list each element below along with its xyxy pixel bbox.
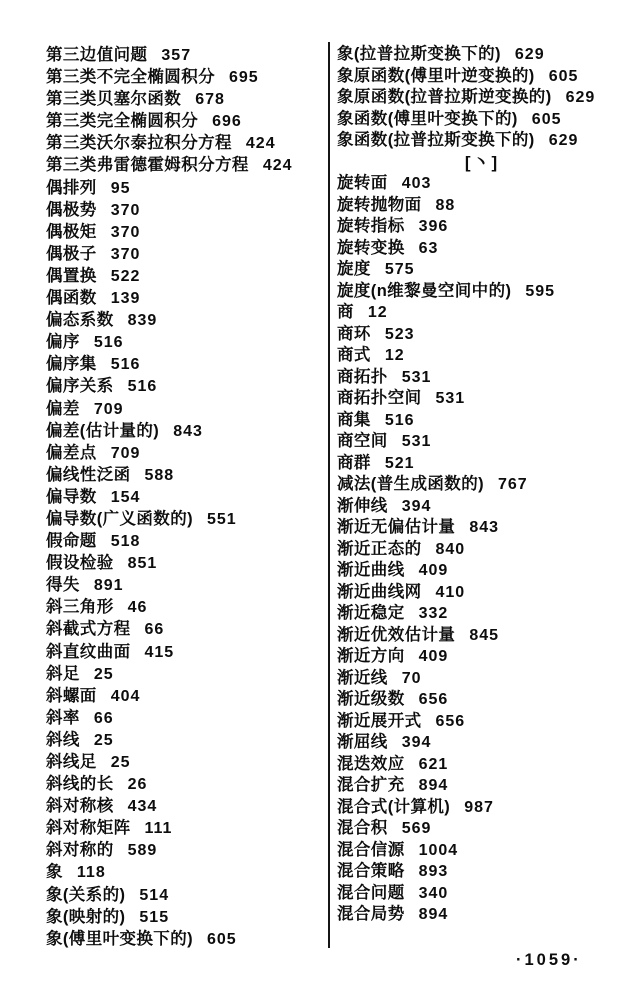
index-entry	[46, 641, 324, 663]
index-entry-term: 第三边值问题	[46, 46, 148, 64]
index-entry-page-number: 139	[110, 290, 141, 308]
index-entry	[337, 324, 627, 346]
index-entry-page-number: 394	[401, 734, 432, 751]
index-entry	[46, 773, 324, 795]
index-entry-page-number: 531	[435, 390, 466, 407]
index-entry	[46, 707, 324, 729]
index-entry-term: 商拓扑空间	[337, 389, 422, 407]
index-entry-page-number: 1004	[418, 841, 459, 859]
index-entry-term: 商集	[337, 410, 371, 429]
index-entry-term: 混合信源	[337, 840, 405, 859]
index-entry	[337, 775, 627, 797]
index-entry-page-number: 516	[110, 356, 141, 374]
index-entry-page-number: 987	[464, 798, 494, 816]
index-entry	[337, 216, 627, 238]
index-entry	[46, 839, 324, 861]
index-entry-term: 偶排列	[46, 178, 97, 197]
index-entry	[337, 517, 627, 539]
index-entry	[337, 388, 627, 410]
index-entry	[337, 883, 627, 905]
index-entry	[337, 367, 627, 389]
index-entry	[46, 486, 324, 508]
index-entry-page-number: 12	[384, 347, 405, 364]
index-entry	[337, 603, 627, 625]
index-entry-page-number: 518	[110, 533, 141, 551]
index-entry-term: 旋度(n维黎曼空间中的)	[337, 281, 512, 300]
index-entry-term: 混合式(计算机)	[337, 797, 451, 816]
index-entry-term: 旋转变换	[337, 238, 405, 257]
index-entry	[46, 574, 324, 596]
index-entry-term: 斜线	[46, 730, 80, 749]
index-entry	[46, 66, 324, 88]
index-entry-term: 偶极子	[46, 244, 97, 263]
index-entry	[46, 309, 324, 331]
index-entry-term: 斜对称的	[46, 841, 114, 860]
index-entry-page-number: 516	[93, 334, 124, 352]
index-entry-term: 偏序集	[46, 355, 97, 374]
index-entry-page-number: 70	[401, 669, 422, 687]
index-entry-term: 象(关系的)	[46, 885, 126, 904]
index-entry	[46, 353, 324, 375]
radical-section-header: [丶]	[464, 152, 500, 172]
index-entry	[46, 596, 324, 618]
index-entry-page-number: 63	[418, 239, 439, 257]
index-entry-page-number: 709	[110, 444, 141, 462]
index-entry-page-number: 678	[195, 91, 225, 109]
index-entry-term: 偏导数(广义函数的)	[46, 509, 193, 528]
index-entry-page-number: 621	[418, 755, 449, 773]
index-entry-page-number: 843	[173, 422, 203, 440]
index-entry-page-number: 893	[418, 863, 449, 880]
index-entry-page-number: 575	[384, 261, 415, 278]
index-entry-term: 斜截式方程	[46, 620, 131, 639]
index-entry-page-number: 409	[418, 562, 449, 579]
index-entry	[337, 539, 627, 561]
index-entry	[46, 154, 324, 176]
index-entry-term: 象原函数(傅里叶逆变换的)	[337, 66, 535, 85]
index-column-left	[46, 44, 324, 950]
index-entry-page-number: 66	[93, 709, 114, 727]
index-entry-page-number: 12	[367, 304, 388, 321]
index-entry	[337, 410, 627, 432]
index-entry	[337, 689, 627, 711]
index-entry-page-number: 516	[384, 411, 415, 429]
index-entry-term: 偏态系数	[46, 311, 114, 330]
index-entry-term: 偏差	[46, 399, 80, 418]
index-entry-page-number: 605	[531, 110, 562, 128]
index-entry-term: 减法(普生成函数的)	[337, 475, 484, 493]
index-entry-page-number: 695	[229, 69, 259, 87]
index-entry	[337, 668, 627, 690]
index-entry-page-number: 25	[93, 731, 114, 749]
index-entry-term: 渐近优效估计量	[337, 625, 456, 644]
index-entry-term: 旋转面	[337, 174, 388, 192]
index-entry	[337, 431, 627, 453]
index-entry-page-number: 595	[525, 282, 556, 300]
index-entry	[46, 420, 324, 442]
index-entry-page-number: 845	[469, 626, 500, 644]
index-entry	[337, 238, 627, 260]
index-entry	[337, 797, 627, 819]
index-entry	[46, 331, 324, 353]
index-entry-page-number: 111	[144, 820, 173, 838]
index-entry-term: 偏差(估计量的)	[46, 421, 160, 440]
index-entry	[337, 259, 627, 281]
index-entry-term: 象(傅里叶变换下的)	[46, 929, 193, 948]
index-entry-page-number: 516	[127, 378, 158, 396]
index-entry	[337, 625, 627, 647]
index-entry-page-number: 891	[93, 577, 124, 595]
index-entry	[46, 88, 324, 110]
index-entry-page-number: 154	[110, 488, 141, 506]
index-entry-page-number: 66	[144, 621, 165, 639]
index-entry-term: 第三类弗雷德霍姆积分方程	[46, 156, 249, 175]
index-entry-term: 象	[46, 863, 63, 882]
index-entry-page-number: 629	[548, 132, 579, 149]
index-entry	[46, 110, 324, 132]
index-entry	[337, 281, 627, 303]
index-entry-term: 商拓扑	[337, 367, 388, 386]
index-entry-page-number: 25	[110, 754, 131, 771]
index-entry-term: 偶函数	[46, 289, 97, 308]
index-entry-term: 混合积	[337, 819, 388, 837]
index-entry	[337, 195, 627, 217]
index-entry	[337, 453, 627, 475]
index-entry-term: 商式	[337, 346, 371, 364]
index-entry	[46, 442, 324, 464]
index-entry	[337, 44, 627, 66]
index-entry	[46, 508, 324, 530]
index-entry	[337, 66, 627, 88]
index-entry-page-number: 409	[418, 648, 449, 665]
index-entry-page-number: 843	[469, 519, 500, 536]
index-entry-term: 斜线的长	[46, 775, 114, 794]
index-entry	[46, 530, 324, 552]
index-entry	[46, 287, 324, 309]
index-entry	[337, 711, 627, 733]
index-entry	[337, 345, 627, 367]
index-entry	[46, 221, 324, 243]
index-entry	[337, 904, 627, 926]
index-entry-page-number: 370	[110, 223, 141, 241]
index-entry-term: 斜足	[46, 664, 80, 683]
index-entry-term: 第三类完全椭圆积分	[46, 112, 199, 131]
index-entry	[46, 375, 324, 397]
index-entry-term: 渐近曲线网	[337, 582, 422, 601]
index-entry-term: 渐近无偏估计量	[337, 518, 456, 536]
index-entry-page-number: 46	[127, 599, 148, 617]
index-entry	[46, 817, 324, 839]
index-entry-page-number: 851	[127, 555, 158, 573]
index-entry-term: 渐近稳定	[337, 604, 405, 622]
index-entry-page-number: 25	[93, 665, 114, 683]
index-entry-page-number: 88	[435, 196, 456, 214]
index-entry-page-number: 410	[435, 583, 466, 601]
index-entry-page-number: 424	[245, 135, 276, 153]
index-entry-page-number: 656	[435, 712, 466, 730]
index-entry-term: 偏导数	[46, 487, 97, 506]
index-entry-term: 混迭效应	[337, 754, 405, 773]
index-entry	[337, 560, 627, 582]
index-entry-term: 渐屈线	[337, 733, 388, 751]
index-entry-term: 商群	[337, 453, 371, 472]
index-entry-term: 象(拉普拉斯变换下的)	[337, 45, 501, 63]
index-entry-term: 第三类沃尔泰拉积分方程	[46, 134, 232, 153]
index-entry-term: 渐近级数	[337, 690, 405, 708]
index-entry-page-number: 118	[76, 864, 106, 882]
index-entry	[337, 582, 627, 604]
index-entry	[46, 861, 324, 883]
index-entry	[46, 618, 324, 640]
index-entry-page-number: 696	[212, 113, 242, 131]
index-entry-page-number: 709	[93, 400, 124, 418]
index-entry-page-number: 656	[418, 691, 449, 708]
index-entry	[46, 132, 324, 154]
index-entry-page-number: 629	[514, 46, 545, 63]
index-entry-page-number: 605	[548, 67, 579, 85]
index-entry	[337, 818, 627, 840]
index-entry-term: 第三类贝塞尔函数	[46, 90, 182, 109]
index-entry	[46, 751, 324, 773]
index-entry-term: 象(映射的)	[46, 907, 126, 926]
index-entry-page-number: 839	[127, 312, 158, 330]
index-entry	[46, 243, 324, 265]
index-entry	[46, 552, 324, 574]
index-column-right	[337, 44, 627, 926]
index-entry-page-number: 523	[384, 325, 415, 343]
index-entry-term: 旋度	[337, 260, 371, 278]
index-entry	[337, 496, 627, 518]
index-entry-term: 偶极矩	[46, 222, 97, 241]
index-entry-term: 商	[337, 303, 354, 321]
index-entry	[46, 398, 324, 420]
index-entry-term: 斜螺面	[46, 686, 97, 705]
index-entry-term: 斜三角形	[46, 598, 114, 617]
index-entry	[46, 795, 324, 817]
index-entry	[337, 840, 627, 862]
index-entry	[46, 663, 324, 685]
index-entry-term: 渐近线	[337, 668, 388, 687]
index-entry-page-number: 357	[161, 47, 192, 64]
index-entry	[337, 302, 627, 324]
index-entry-term: 偏序关系	[46, 377, 114, 396]
index-entry-term: 混合策略	[337, 862, 405, 880]
index-entry	[337, 109, 627, 131]
index-entry-page-number: 434	[127, 798, 158, 816]
index-entry-term: 渐近正态的	[337, 539, 422, 558]
index-entry-term: 渐伸线	[337, 496, 388, 515]
index-entry	[337, 646, 627, 668]
index-entry-term: 渐近展开式	[337, 711, 422, 730]
index-entry-term: 混合扩充	[337, 776, 405, 794]
index-entry-term: 假命题	[46, 532, 97, 551]
index-entry	[337, 87, 627, 109]
index-entry-term: 旋转抛物面	[337, 195, 422, 214]
index-entry	[337, 474, 627, 496]
index-entry-term: 斜对称矩阵	[46, 819, 131, 838]
index-entry-page-number: 340	[418, 884, 449, 902]
index-entry-term: 混合问题	[337, 883, 405, 902]
column-divider-rule	[328, 42, 330, 948]
index-entry-term: 得失	[46, 576, 80, 595]
index-entry	[337, 861, 627, 883]
index-entry-term: 商环	[337, 324, 371, 343]
index-entry-page-number: 840	[435, 540, 466, 558]
index-entry	[337, 130, 627, 152]
index-entry-term: 渐近曲线	[337, 561, 405, 579]
index-entry	[46, 177, 324, 199]
index-entry-term: 混合局势	[337, 905, 405, 923]
index-entry-term: 偶极势	[46, 200, 97, 219]
index-entry-page-number: 370	[110, 245, 141, 263]
index-entry-page-number: 396	[418, 218, 449, 235]
index-entry-page-number: 424	[262, 157, 293, 175]
index-entry-page-number: 26	[127, 776, 148, 794]
index-entry-term: 偏序	[46, 333, 80, 352]
index-entry-page-number: 415	[144, 643, 175, 661]
index-entry	[46, 928, 324, 950]
index-entry-page-number: 589	[127, 842, 158, 860]
index-entry-term: 假设检验	[46, 554, 114, 573]
index-entry-term: 第三类不完全椭圆积分	[46, 68, 215, 87]
index-entry-page-number: 403	[401, 175, 432, 192]
index-entry	[46, 44, 324, 66]
index-entry-term: 偏差点	[46, 443, 97, 462]
index-entry-term: 偏线性泛函	[46, 465, 131, 484]
index-entry-term: 象原函数(拉普拉斯逆变换的)	[337, 88, 552, 106]
index-entry	[46, 199, 324, 221]
page-number: ·1059·	[516, 951, 582, 969]
index-entry-page-number: 629	[565, 89, 596, 106]
index-entry-term: 斜对称核	[46, 797, 114, 816]
index-entry	[46, 685, 324, 707]
index-entry	[46, 729, 324, 751]
index-entry	[46, 884, 324, 906]
index-entry-page-number: 370	[110, 201, 141, 219]
index-entry-page-number: 332	[418, 605, 449, 622]
index-entry-page-number: 894	[418, 906, 449, 923]
index-entry	[337, 754, 627, 776]
index-entry	[46, 265, 324, 287]
index-entry	[46, 906, 324, 928]
index-entry	[46, 464, 324, 486]
index-entry-page-number: 522	[110, 267, 141, 285]
index-entry-page-number: 894	[418, 777, 449, 794]
index-entry-page-number: 531	[401, 368, 432, 386]
index-entry	[337, 173, 627, 195]
index-entry-page-number: 588	[144, 466, 175, 484]
index-entry-page-number: 404	[110, 687, 141, 705]
index-entry-page-number: 767	[498, 476, 528, 493]
index-entry-page-number: 521	[384, 454, 415, 472]
index-entry-term: 斜直纹曲面	[46, 642, 131, 661]
index-entry-term: 商空间	[337, 432, 388, 450]
index-entry-term: 象函数(傅里叶变换下的)	[337, 109, 518, 128]
index-entry-page-number: 569	[401, 820, 432, 837]
index-entry-page-number: 515	[139, 908, 170, 926]
index-entry-page-number: 531	[401, 433, 432, 450]
index-entry-term: 旋转指标	[337, 217, 405, 235]
index-entry-page-number: 551	[207, 510, 237, 528]
index-entry-page-number: 605	[207, 930, 237, 948]
index-entry-term: 象函数(拉普拉斯变换下的)	[337, 131, 535, 149]
index-entry	[337, 732, 627, 754]
index-entry-term: 斜线足	[46, 753, 97, 771]
index-entry-term: 偶置换	[46, 266, 97, 285]
index-entry-page-number: 514	[139, 886, 170, 904]
index-entry-page-number: 95	[110, 179, 131, 197]
index-entry-term: 渐近方向	[337, 647, 405, 665]
index-entry-term: 斜率	[46, 708, 80, 727]
index-entry-page-number: 394	[401, 497, 432, 515]
